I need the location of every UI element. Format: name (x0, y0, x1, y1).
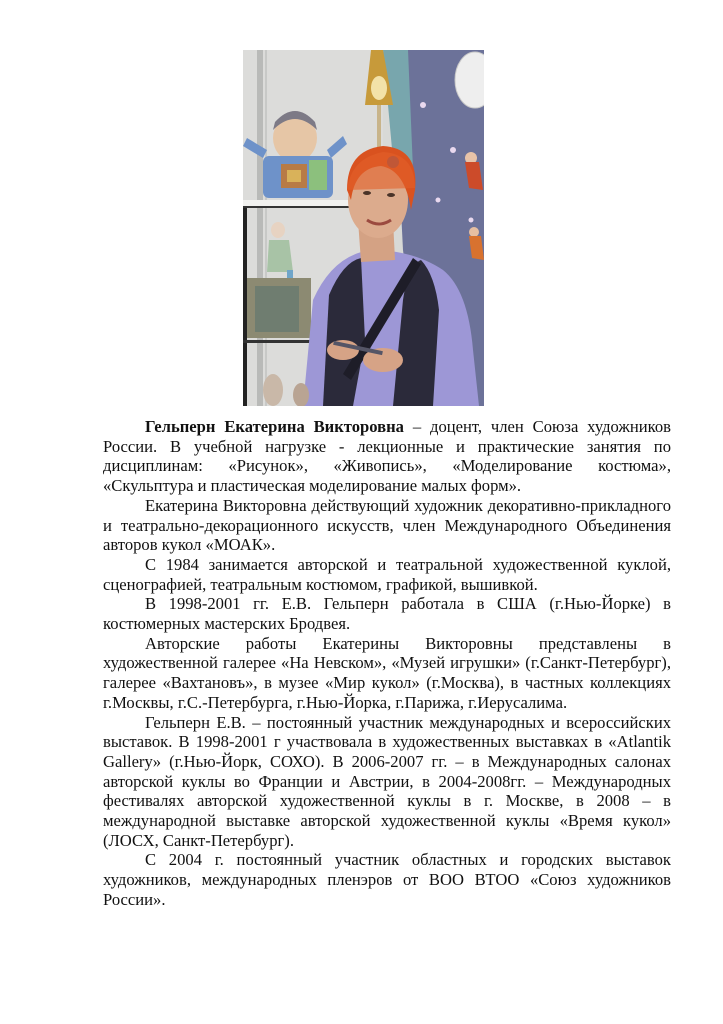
paragraph-activities: С 1984 занимается авторской и театральной художественной куклой, сценографией, театральным костюмом, графикой, вышивкой. (103, 554, 671, 594)
paragraph-regional: С 2004 г. постоянный участник областных и городских выставок художников, международных пленэров от ВОО ВТОО «Союз художников России». (103, 850, 671, 909)
artist-photo (243, 50, 484, 406)
photo-illustration (243, 50, 484, 406)
paragraph-membership: Екатерина Викторовна действующий художник декоративно-прикладного и театрально-декорационного искусств, член Международного Объединения авторов кукол «МОАК». (103, 495, 671, 555)
paragraph-exhibitions: Гельперн Е.В. – постоянный участник международных и всероссийских выставок. В 1998-2001 г участвовала в художественных выставках в «Atlantik Gallery» (г.Нью-Йорк, СОХО). В 2006-2007 гг. – в Международных салонах авторской куклы во Франции и Австрии, в 2004-2008гг. – Международных фестивалях авторской художественной куклы в г. Москве, в 2008 – в международной выставке авторской художественной куклы «Время кукол» (ЛОСХ, Санкт-Петербург). (103, 712, 671, 850)
paragraph-collections: Авторские работы Екатерины Викторовны представлены в художественной галерее «На Невском», «Музей игрушки» (г.Санкт-Петербург), галерее «Вахтановъ», в музее «Мир кукол» (г.Москва), в частных коллекциях г.Москвы, г.С.-Петербурга, г.Нью-Йорка, г.Парижа, г.Иерусалима. (103, 633, 671, 712)
biography-text (103, 417, 671, 910)
paragraph-usa: В 1998-2001 гг. Е.В. Гельперн работала в США (г.Нью-Йорке) в костюмерных мастерских Бродвея. (103, 594, 671, 634)
paragraph-intro (103, 417, 671, 496)
paragraph-intro-text: – доцент, член Союза художников России. В учебной нагрузке - лекционные и практические занятия по дисциплинам: «Рисунок», «Живопись», «Моделирование костюма», «Скульптура и пластическая моделирование малых форм». (103, 417, 672, 496)
artist-name: Гельперн Екатерина Викторовна (145, 417, 404, 436)
